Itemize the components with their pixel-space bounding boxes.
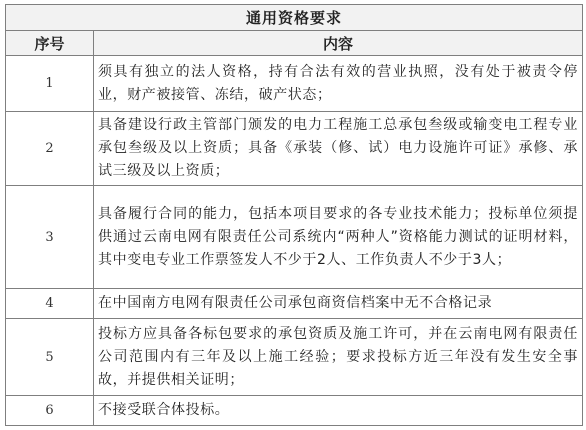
row-number: 6 [6,396,94,426]
header-serial-number: 序号 [6,31,94,56]
table-row [6,396,583,426]
table-title: 通用资格要求 [6,5,583,31]
qualification-requirements-table [5,4,583,426]
table-title-row [6,5,583,31]
row-number: 3 [6,186,94,289]
table-header-row [6,31,583,56]
row-content: 具备建设行政主管部门颁发的电力工程施工总承包叁级或输变电工程专业承包叁级及以上资质；具备《承装（修、试）电力设施许可证》承修、承试三级及以上资质； [94,112,583,186]
row-content: 须具有独立的法人资格，持有合法有效的营业执照，没有处于被责令停业，财产被接管、冻结，破产状态； [94,56,583,112]
row-content: 在中国南方电网有限责任公司承包商资信档案中无不合格记录 [94,289,583,319]
row-number: 1 [6,56,94,112]
row-content: 不接受联合体投标。 [94,396,583,426]
table-row [6,56,583,112]
row-number: 5 [6,319,94,396]
table-row [6,186,583,289]
table-row [6,319,583,396]
row-number: 2 [6,112,94,186]
row-number: 4 [6,289,94,319]
table-row [6,112,583,186]
row-content: 投标方应具备各标包要求的承包资质及施工许可，并在云南电网有限责任公司范围内有三年及以上施工经验；要求投标方近三年没有发生安全事故，并提供相关证明； [94,319,583,396]
table-row [6,289,583,319]
row-content: 具备履行合同的能力，包括本项目要求的各专业技术能力；投标单位须提供通过云南电网有限责任公司系统内“两种人”资格能力测试的证明材料，其中变电专业工作票签发人不少于2人、工作负责人不少于3人； [94,186,583,289]
header-content: 内容 [94,31,583,56]
